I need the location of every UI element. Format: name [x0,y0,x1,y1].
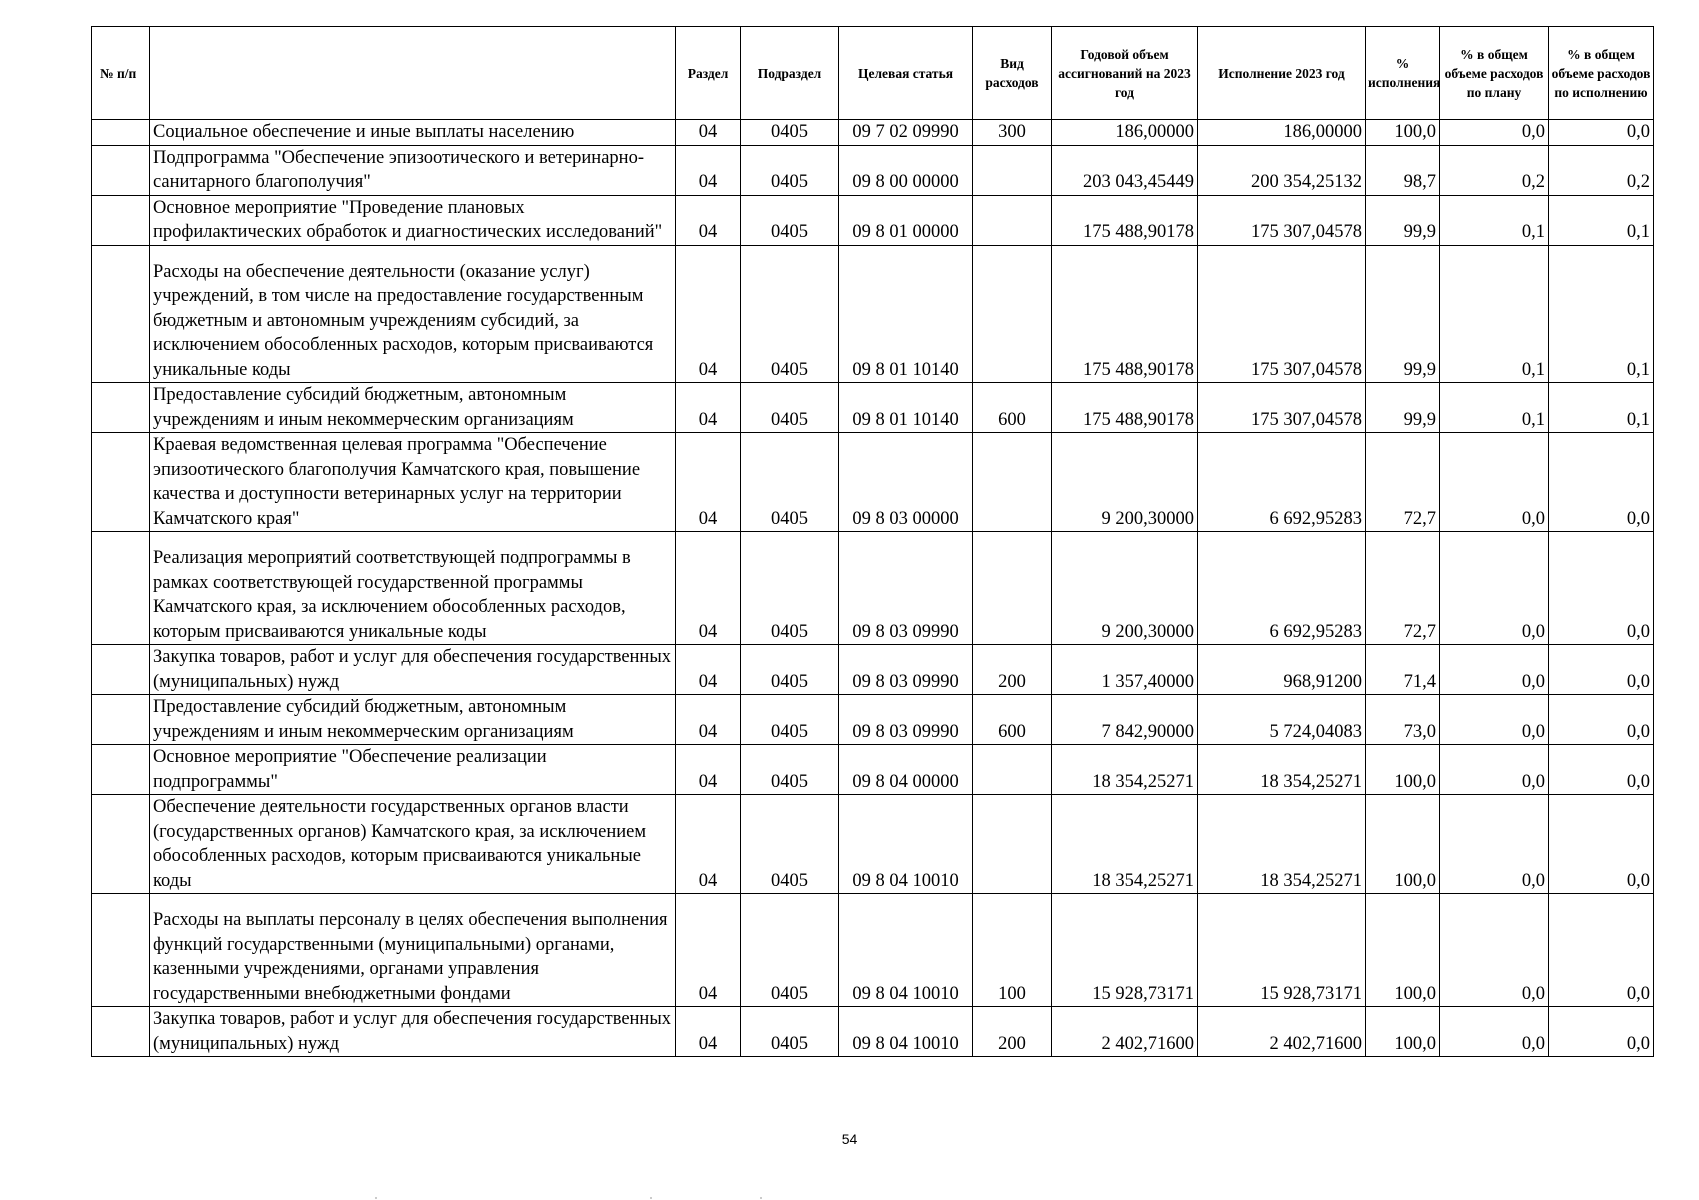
row-share-exec: 0,0 [1549,795,1654,894]
row-exec: 175 307,04578 [1198,245,1366,383]
row-share-plan: 0,1 [1440,383,1549,433]
row-target: 09 8 04 10010 [839,795,973,894]
row-type [973,532,1052,645]
row-subsection: 0405 [741,695,839,745]
table-row [92,695,1654,745]
row-pct: 71,4 [1366,645,1440,695]
row-exec: 200 354,25132 [1198,145,1366,195]
row-type [973,195,1052,245]
row-type [973,433,1052,532]
row-target: 09 8 01 00000 [839,195,973,245]
budget-table [91,26,1654,1057]
header-type: Вид расходов [973,27,1052,120]
row-num [92,433,150,532]
row-pct: 100,0 [1366,894,1440,1007]
row-share-plan: 0,0 [1440,120,1549,146]
row-share-plan: 0,0 [1440,532,1549,645]
row-share-exec: 0,0 [1549,695,1654,745]
row-pct: 99,9 [1366,245,1440,383]
row-share-exec: 0,0 [1549,532,1654,645]
row-section: 04 [676,795,741,894]
row-num [92,894,150,1007]
row-section: 04 [676,695,741,745]
row-type: 100 [973,894,1052,1007]
row-annual: 18 354,25271 [1052,745,1198,795]
row-target: 09 8 03 00000 [839,433,973,532]
row-subsection: 0405 [741,120,839,146]
row-annual: 203 043,45449 [1052,145,1198,195]
row-share-plan: 0,0 [1440,795,1549,894]
header-subsection: Подраздел [741,27,839,120]
table-row [92,245,1654,383]
row-subsection: 0405 [741,894,839,1007]
header-target: Целевая статья [839,27,973,120]
row-name: Обеспечение деятельности государственных органов власти (государственных органов) Камчатского края, за исключением обособленных расходов, которым присваиваются уникальные коды [150,795,676,894]
row-section: 04 [676,1007,741,1057]
row-pct: 73,0 [1366,695,1440,745]
row-share-exec: 0,1 [1549,245,1654,383]
row-subsection: 0405 [741,1007,839,1057]
row-exec: 15 928,73171 [1198,894,1366,1007]
row-type [973,245,1052,383]
row-exec: 175 307,04578 [1198,383,1366,433]
row-type [973,795,1052,894]
row-share-plan: 0,0 [1440,695,1549,745]
row-pct: 72,7 [1366,433,1440,532]
row-target: 09 8 04 10010 [839,1007,973,1057]
table-row [92,532,1654,645]
table-row [92,383,1654,433]
scan-speck [650,1197,652,1199]
row-section: 04 [676,433,741,532]
table-row [92,795,1654,894]
table-row [92,894,1654,1007]
row-annual: 175 488,90178 [1052,195,1198,245]
row-share-plan: 0,0 [1440,894,1549,1007]
table-row [92,1007,1654,1057]
row-subsection: 0405 [741,245,839,383]
row-subsection: 0405 [741,383,839,433]
row-target: 09 8 00 00000 [839,145,973,195]
row-pct: 98,7 [1366,145,1440,195]
row-section: 04 [676,745,741,795]
row-share-exec: 0,0 [1549,1007,1654,1057]
row-annual: 9 200,30000 [1052,532,1198,645]
row-share-exec: 0,0 [1549,645,1654,695]
row-annual: 9 200,30000 [1052,433,1198,532]
row-name: Закупка товаров, работ и услуг для обеспечения государственных (муниципальных) нужд [150,645,676,695]
row-section: 04 [676,245,741,383]
row-subsection: 0405 [741,795,839,894]
header-share-plan: % в общем объеме расходов по плану [1440,27,1549,120]
row-exec: 175 307,04578 [1198,195,1366,245]
row-num [92,645,150,695]
row-subsection: 0405 [741,532,839,645]
table-row [92,745,1654,795]
row-share-plan: 0,1 [1440,245,1549,383]
table-row [92,433,1654,532]
row-subsection: 0405 [741,645,839,695]
row-target: 09 8 01 10140 [839,383,973,433]
row-num [92,145,150,195]
scan-speck [760,1197,762,1199]
row-section: 04 [676,120,741,146]
header-name [150,27,676,120]
row-exec: 6 692,95283 [1198,433,1366,532]
row-share-exec: 0,0 [1549,433,1654,532]
table-header-row [92,27,1654,120]
row-num [92,795,150,894]
row-share-exec: 0,0 [1549,120,1654,146]
row-name: Расходы на обеспечение деятельности (оказание услуг) учреждений, в том числе на предоставление государственным бюджетным и автономным учреждениям субсидий, за исключением обособленных расходов, которым присваиваются уникальные коды [150,245,676,383]
row-section: 04 [676,645,741,695]
row-type: 200 [973,645,1052,695]
row-target: 09 8 03 09990 [839,532,973,645]
row-exec: 18 354,25271 [1198,745,1366,795]
header-share-exec: % в общем объеме расходов по исполнению [1549,27,1654,120]
row-annual: 175 488,90178 [1052,383,1198,433]
row-share-exec: 0,0 [1549,745,1654,795]
row-annual: 2 402,71600 [1052,1007,1198,1057]
row-type: 600 [973,695,1052,745]
row-section: 04 [676,145,741,195]
row-annual: 15 928,73171 [1052,894,1198,1007]
row-pct: 72,7 [1366,532,1440,645]
row-num [92,745,150,795]
row-num [92,120,150,146]
row-name: Основное мероприятие "Проведение плановых профилактических обработок и диагностических исследований" [150,195,676,245]
row-subsection: 0405 [741,145,839,195]
table-row [92,645,1654,695]
table-row [92,120,1654,146]
row-num [92,383,150,433]
row-type: 600 [973,383,1052,433]
row-pct: 100,0 [1366,795,1440,894]
table-row [92,195,1654,245]
page-number: 54 [841,1131,858,1147]
row-share-plan: 0,0 [1440,433,1549,532]
row-exec: 2 402,71600 [1198,1007,1366,1057]
row-type [973,745,1052,795]
row-num [92,1007,150,1057]
row-share-plan: 0,0 [1440,745,1549,795]
row-name: Расходы на выплаты персоналу в целях обеспечения выполнения функций государственными (муниципальными) органами, казенными учреждениями, органами управления государственными внебюджетными фондами [150,894,676,1007]
row-name: Предоставление субсидий бюджетным, автономным учреждениям и иным некоммерческим организациям [150,383,676,433]
row-share-plan: 0,2 [1440,145,1549,195]
row-share-plan: 0,1 [1440,195,1549,245]
row-target: 09 8 01 10140 [839,245,973,383]
row-target: 09 8 04 10010 [839,894,973,1007]
row-annual: 186,00000 [1052,120,1198,146]
row-exec: 5 724,04083 [1198,695,1366,745]
row-pct: 100,0 [1366,745,1440,795]
row-exec: 6 692,95283 [1198,532,1366,645]
row-type [973,145,1052,195]
row-name: Краевая ведомственная целевая программа "Обеспечение эпизоотического благополучия Камчатского края, повышение качества и доступности ветеринарных услуг на территории Камчатского края" [150,433,676,532]
row-name: Основное мероприятие "Обеспечение реализации подпрограммы" [150,745,676,795]
row-num [92,195,150,245]
row-subsection: 0405 [741,195,839,245]
row-annual: 7 842,90000 [1052,695,1198,745]
header-exec: Исполнение 2023 год [1198,27,1366,120]
header-pct: % исполнения [1366,27,1440,120]
row-type: 200 [973,1007,1052,1057]
row-pct: 100,0 [1366,1007,1440,1057]
row-share-plan: 0,0 [1440,1007,1549,1057]
row-target: 09 8 04 00000 [839,745,973,795]
row-exec: 18 354,25271 [1198,795,1366,894]
row-name: Социальное обеспечение и иные выплаты населению [150,120,676,146]
row-section: 04 [676,894,741,1007]
header-annual: Годовой объем ассигнований на 2023 год [1052,27,1198,120]
row-share-exec: 0,1 [1549,195,1654,245]
row-share-exec: 0,2 [1549,145,1654,195]
row-name: Предоставление субсидий бюджетным, автономным учреждениям и иным некоммерческим организациям [150,695,676,745]
row-pct: 100,0 [1366,120,1440,146]
row-name: Подпрограмма "Обеспечение эпизоотического и ветеринарно-санитарного благополучия" [150,145,676,195]
row-share-plan: 0,0 [1440,645,1549,695]
row-num [92,245,150,383]
row-share-exec: 0,0 [1549,894,1654,1007]
row-share-exec: 0,1 [1549,383,1654,433]
row-num [92,532,150,645]
scan-speck [375,1197,377,1199]
row-section: 04 [676,383,741,433]
row-num [92,695,150,745]
row-subsection: 0405 [741,745,839,795]
row-target: 09 7 02 09990 [839,120,973,146]
row-pct: 99,9 [1366,195,1440,245]
row-section: 04 [676,195,741,245]
row-exec: 186,00000 [1198,120,1366,146]
header-num: № п/п [92,27,150,120]
row-target: 09 8 03 09990 [839,645,973,695]
row-exec: 968,91200 [1198,645,1366,695]
row-type: 300 [973,120,1052,146]
row-subsection: 0405 [741,433,839,532]
row-annual: 18 354,25271 [1052,795,1198,894]
row-name: Реализация мероприятий соответствующей подпрограммы в рамках соответствующей государственной программы Камчатского края, за исключением обособленных расходов, которым присваиваются уникальные коды [150,532,676,645]
header-section: Раздел [676,27,741,120]
row-annual: 1 357,40000 [1052,645,1198,695]
row-target: 09 8 03 09990 [839,695,973,745]
table-row [92,145,1654,195]
row-section: 04 [676,532,741,645]
row-name: Закупка товаров, работ и услуг для обеспечения государственных (муниципальных) нужд [150,1007,676,1057]
row-annual: 175 488,90178 [1052,245,1198,383]
row-pct: 99,9 [1366,383,1440,433]
